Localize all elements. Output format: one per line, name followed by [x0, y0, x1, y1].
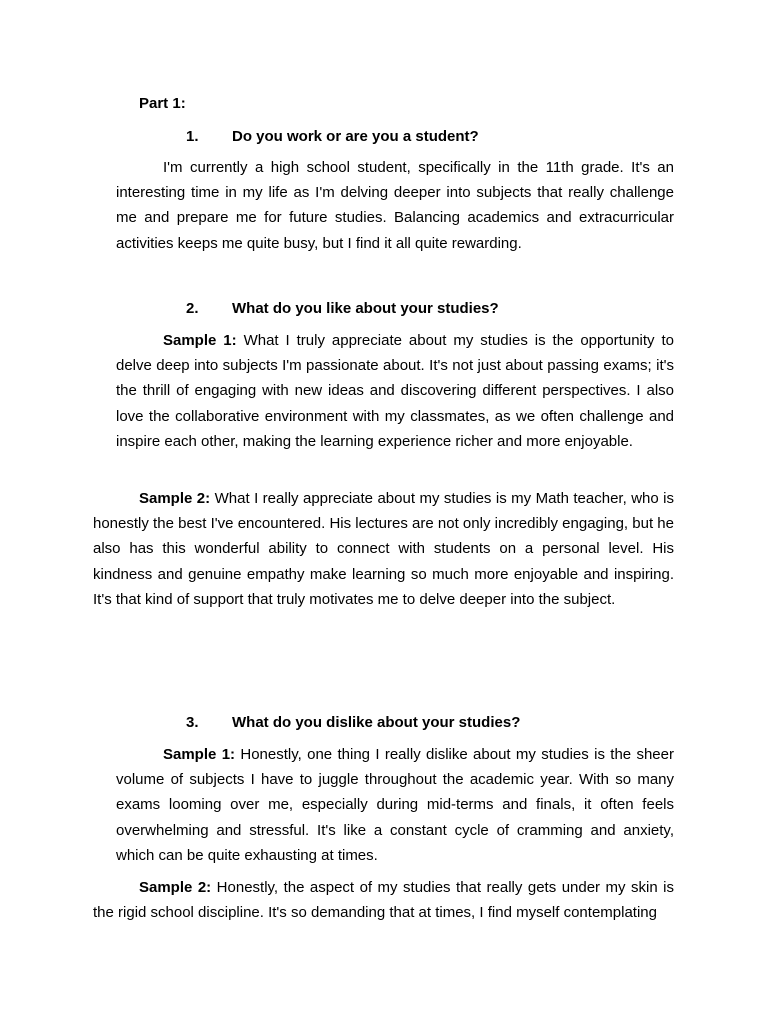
sample-text: Honestly, the aspect of my studies that really gets under my skin is the rigid school discipline. It's so demanding that at times, I find myself contemplating [93, 879, 674, 922]
sample-text: Honestly, one thing I really dislike about my studies is the sheer volume of subjects I have to juggle throughout the academic year. With so many exams looming over me, especially during mid-terms and finals, it often feels overwhelming and stressful. It's like a constant cycle of cramming and anxiety, which can be quite exhausting at times. [116, 746, 674, 864]
question-1-text: Do you work or are you a student? [232, 128, 479, 145]
question-3-sample-1 [116, 742, 674, 868]
question-2-sample-1 [116, 328, 674, 454]
question-2-number: 2. [186, 300, 199, 317]
sample-text: What I really appreciate about my studies is my Math teacher, who is honestly the best I've encountered. His lectures are not only incredibly engaging, but he also has this wonderful ability to connect with students on a personal level. His kindness and genuine empathy make learning so much more enjoyable and inspiring. It's that kind of support that truly motivates me to delve deeper into the subject. [93, 490, 674, 608]
question-3-text: What do you dislike about your studies? [232, 714, 521, 731]
part-title: Part 1: [139, 95, 186, 112]
question-1-number: 1. [186, 128, 199, 145]
question-3-sample-2 [93, 875, 674, 925]
sample-label: Sample 1: [163, 332, 237, 349]
question-2-text: What do you like about your studies? [232, 300, 499, 317]
sample-text: What I truly appreciate about my studies is the opportunity to delve deep into subjects I'm passionate about. It's not just about passing exams; it's the thrill of engaging with new ideas and discovering different perspectives. I also love the collaborative environment with my classmates, as we often challenge and inspire each other, making the learning experience richer and more enjoyable. [116, 332, 674, 450]
sample-label: Sample 2: [139, 879, 212, 896]
sample-label: Sample 1: [163, 746, 236, 763]
sample-label: Sample 2: [139, 490, 211, 507]
question-3-number: 3. [186, 714, 199, 731]
question-1-answer: I'm currently a high school student, specifically in the 11th grade. It's an interesting time in my life as I'm delving deeper into subjects that really challenge me and prepare me for future studies. Balancing academics and extracurricular activities keeps me quite busy, but I find it all quite rewarding. [116, 159, 674, 252]
question-2-sample-2 [93, 486, 674, 612]
